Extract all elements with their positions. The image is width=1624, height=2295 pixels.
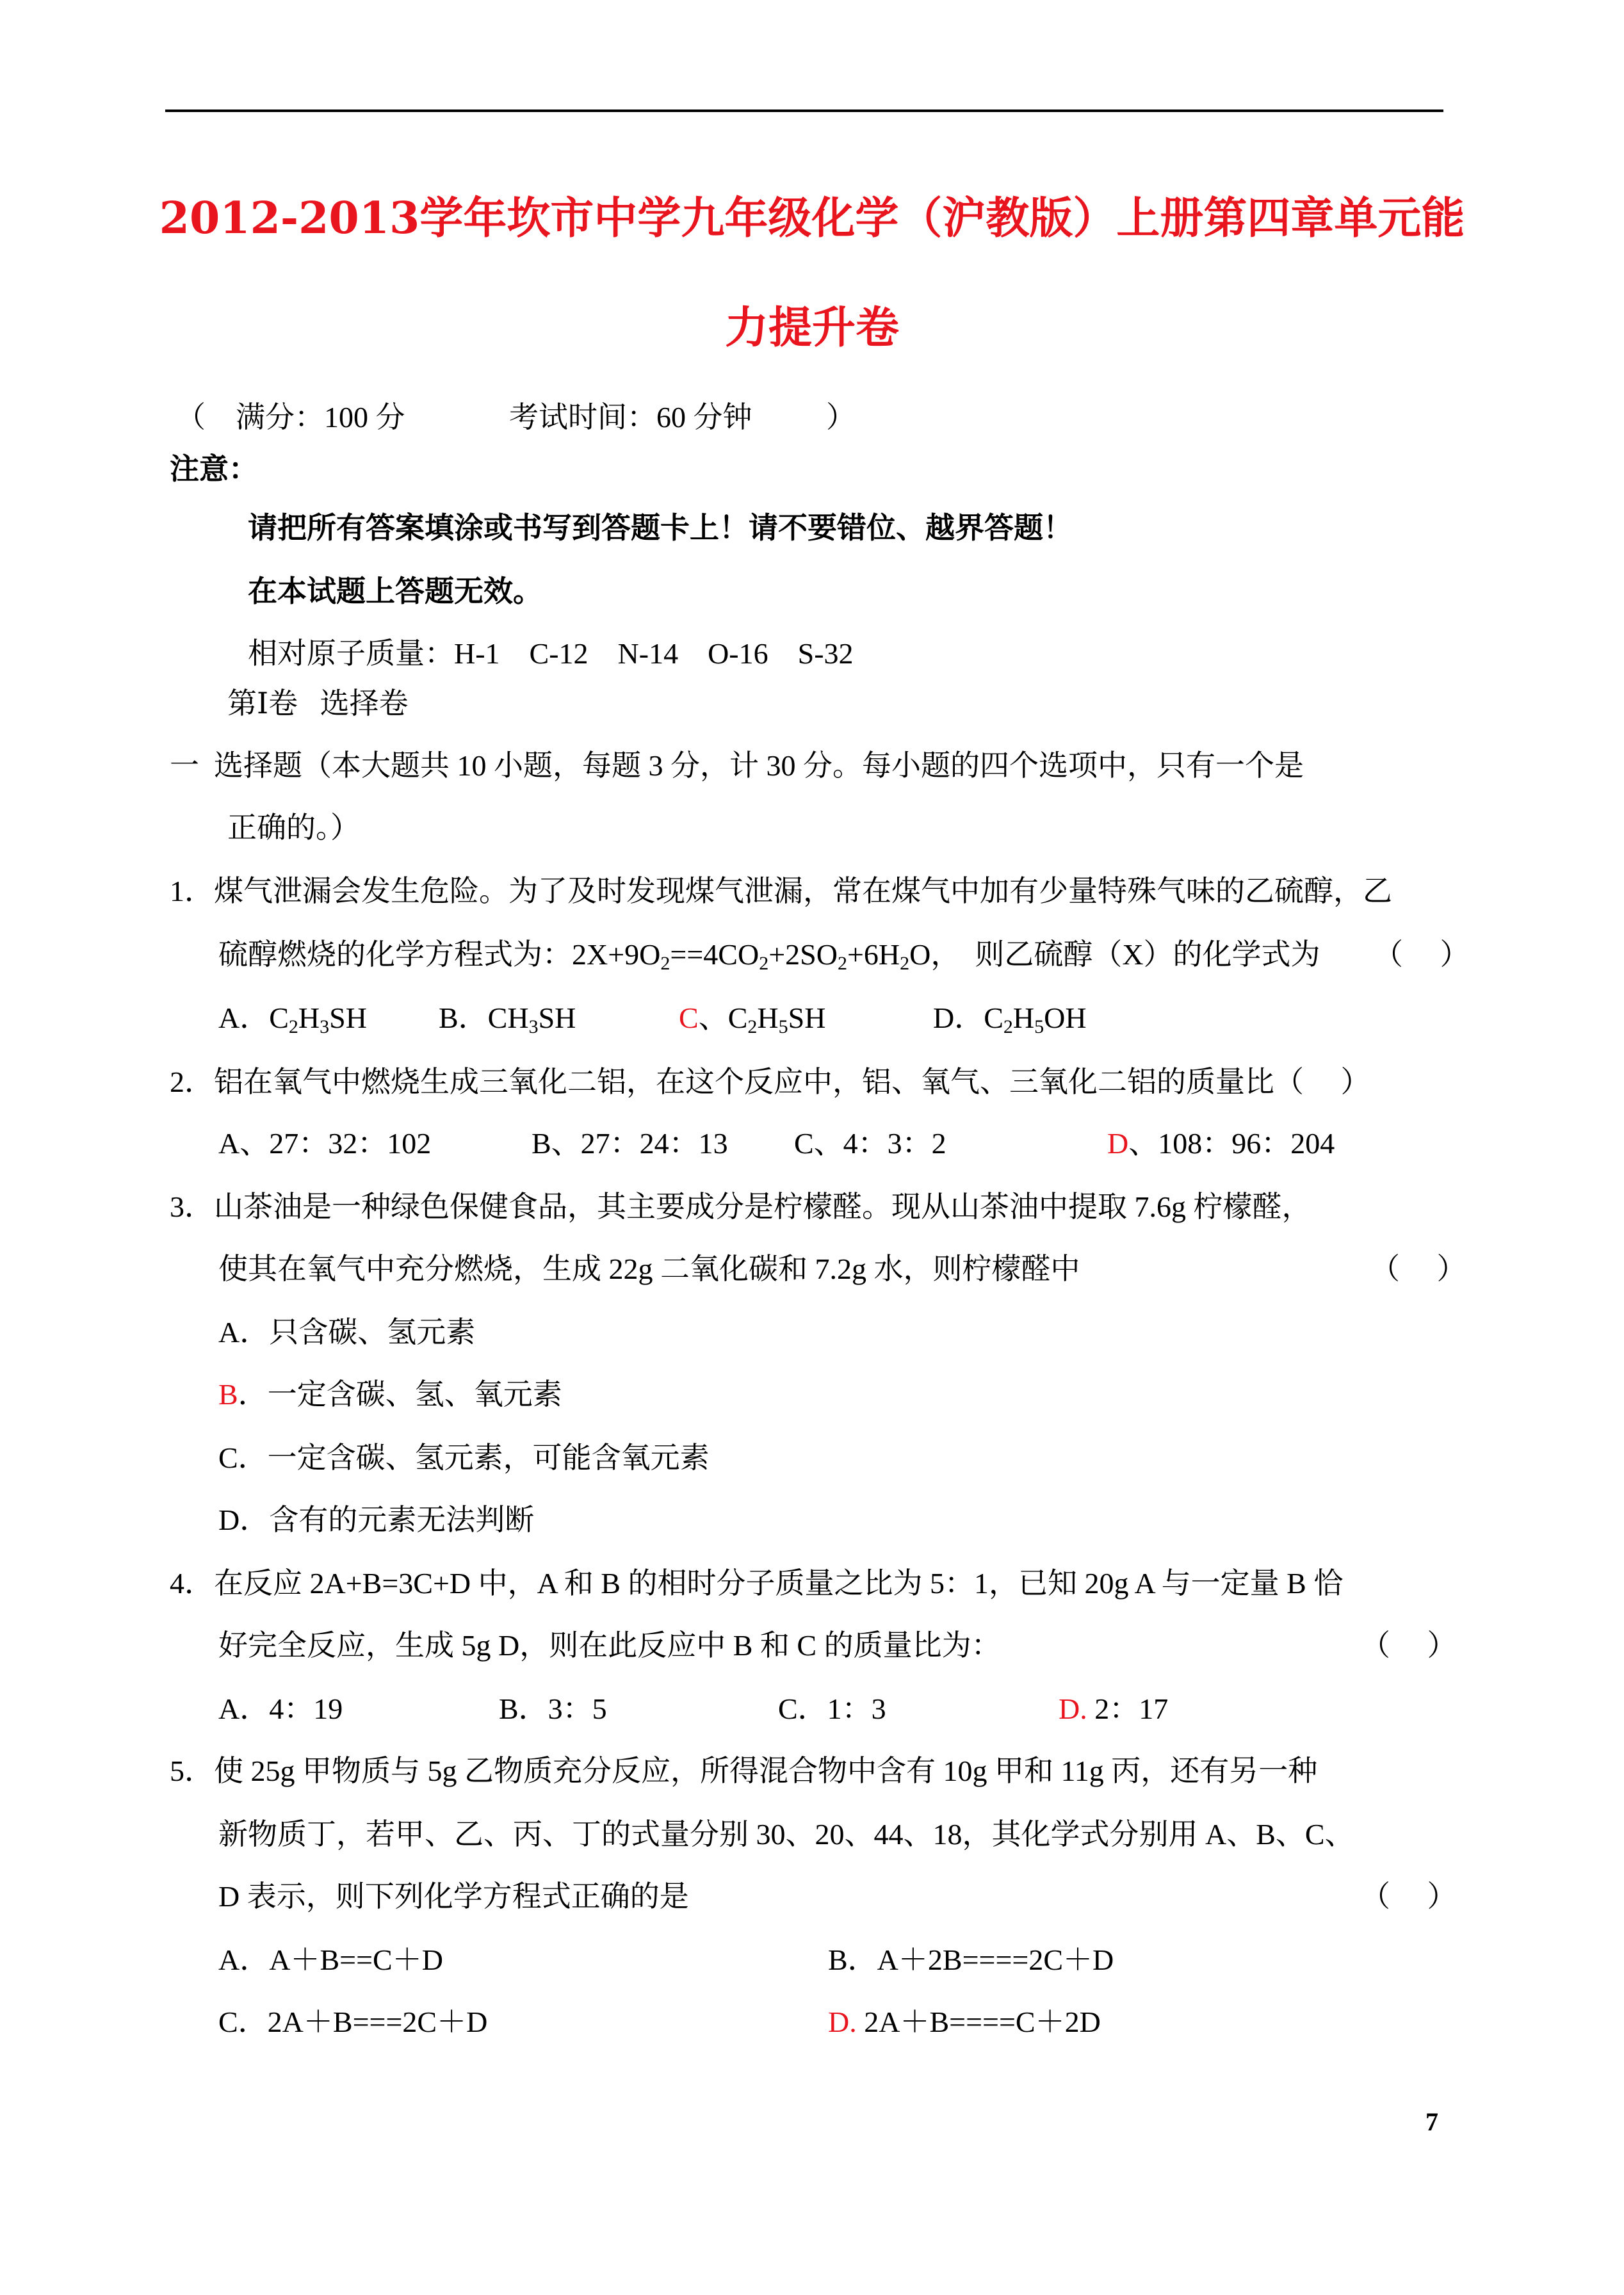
q4-option-d — [1059, 1691, 1168, 1727]
q2-option-a — [218, 1126, 431, 1162]
text-run: SH — [538, 1002, 576, 1034]
q1-option-d — [933, 1000, 1087, 1036]
subscript: 2 — [900, 953, 910, 974]
text-run: C、4：3：2 — [794, 1127, 946, 1160]
answer-marker: B — [218, 1378, 238, 1411]
text-run: C．1：3 — [778, 1692, 886, 1725]
subscript: 2 — [660, 953, 670, 974]
notice-label: 注意： — [170, 453, 258, 485]
subscript: 2 — [837, 953, 847, 974]
text-run: SH — [788, 1002, 826, 1034]
q3-stem — [170, 1189, 1311, 1225]
subscript: 3 — [320, 1016, 330, 1037]
q3-option-d — [218, 1502, 534, 1538]
text-run: A、27：32：102 — [218, 1127, 432, 1160]
text-run: +2SO — [768, 938, 838, 971]
text-run: C．2A＋B===2C＋D — [218, 2006, 488, 2038]
text-run: 2．铝在氧气中燃烧生成三氧化二铝，在这个反应中，铝、氧气、三氧化二铝的质量比（ ） — [170, 1066, 1370, 1098]
exam-time: 考试时间：60 分钟 — [509, 401, 752, 434]
info-close: ） — [826, 401, 856, 434]
q5-option-a — [218, 1942, 443, 1978]
q2-option-d — [1107, 1126, 1335, 1162]
q5-answer-paren: （ ） — [1361, 1880, 1457, 1913]
header-rule — [165, 109, 1443, 112]
subscript: 3 — [528, 1016, 539, 1037]
q5-stem — [170, 1753, 1317, 1789]
q1-stem — [170, 873, 1392, 909]
text-run: D．含有的元素无法判断 — [218, 1504, 535, 1536]
text-run: 使其在氧气中充分燃烧，生成 22g 二氧化碳和 7.2g 水，则柠檬醛中 — [218, 1253, 1080, 1285]
text-run: 3．山茶油是一种绿色保健食品，其主要成分是柠檬醛。现从山茶油中提取 7.6g 柠檬醛， — [170, 1190, 1311, 1223]
q3-option-b — [218, 1377, 562, 1413]
q1-option-b — [439, 1000, 576, 1036]
section-title: 第Ⅰ卷 选择卷 — [227, 687, 409, 720]
info-open: （ — [176, 401, 206, 434]
subscript: 2 — [759, 953, 769, 974]
text-run: B．CH — [439, 1002, 529, 1034]
text-run: C．一定含碳、氢元素，可能含氧元素 — [218, 1441, 710, 1474]
text-run: 好完全反应，生成 5g D，则在此反应中 B 和 C 的质量比为： — [218, 1629, 1001, 1662]
text-run: D．C — [933, 1002, 1003, 1034]
q5-option-d — [828, 2004, 1101, 2040]
q4-option-c — [778, 1691, 886, 1727]
q3-answer-paren: （ ） — [1370, 1253, 1466, 1285]
q3-option-a — [218, 1315, 475, 1350]
text-run: H — [1012, 1002, 1035, 1034]
text-run: H — [757, 1002, 779, 1034]
q5-stem-cont-2 — [218, 1879, 689, 1915]
answer-marker: D — [1107, 1127, 1129, 1160]
text-run: 1．煤气泄漏会发生危险。为了及时发现煤气泄漏，常在煤气中加有少量特殊气味的乙硫醇，乙 — [170, 875, 1392, 907]
text-run: 、C — [698, 1002, 748, 1034]
text-run: 新物质丁，若甲、乙、丙、丁的式量分别 30、20、44、18，其化学式分别用 A、B、C、 — [218, 1818, 1354, 1851]
subscript: 2 — [288, 1016, 298, 1037]
q2-stem — [170, 1064, 1370, 1100]
text-run: B、27：24：13 — [532, 1127, 728, 1160]
text-run: 5．使 25g 甲物质与 5g 乙物质充分反应，所得混合物中含有 10g 甲和 11g 丙，还有另一种 — [170, 1755, 1318, 1787]
q2-option-b — [532, 1126, 728, 1162]
text-run: H — [298, 1002, 320, 1034]
text-run: A．C — [218, 1002, 289, 1034]
answer-marker: C — [679, 1002, 699, 1034]
text-run: 4．在反应 2A+B=3C+D 中，A 和 B 的相时分子质量之比为 5：1，已知 20g A 与一定量 B 恰 — [170, 1567, 1344, 1600]
text-run: D 表示，则下列化学方程式正确的是 — [218, 1880, 689, 1913]
q4-answer-paren: （ ） — [1361, 1629, 1457, 1662]
q1-stem-cont — [218, 937, 1320, 973]
text-run: A．只含碳、氢元素 — [218, 1316, 476, 1349]
text-run: 、108：96：204 — [1128, 1127, 1335, 1160]
title-line-1: 2012-2013学年坎市中学九年级化学（沪教版）上册第四章单元能 — [159, 193, 1465, 244]
notice-line-1: 请把所有答案填涂或书写到答题卡上！请不要错位、越界答题！ — [248, 512, 1073, 544]
subscript: 2 — [1003, 1016, 1013, 1037]
section-heading-cont: 正确的。） — [227, 811, 360, 844]
text-run: A．4：19 — [218, 1692, 343, 1725]
answer-marker: D. — [1059, 1692, 1087, 1725]
section-heading: 一 选择题（本大题共 10 小题，每题 3 分，计 30 分。每小题的四个选项中，只有一个是 — [170, 749, 1304, 782]
text-run: 2A＋B====C＋2D — [856, 2006, 1101, 2038]
q1-option-c — [679, 1000, 825, 1036]
text-run: A．A＋B==C＋D — [218, 1943, 443, 1976]
text-run: ．一定含碳、氢、氧元素 — [238, 1378, 562, 1411]
text-run: O， 则乙硫醇（X）的化学式为 — [909, 938, 1320, 971]
notice-line-2: 在本试题上答题无效。 — [248, 575, 542, 608]
text-run: B．A＋2B====2C＋D — [828, 1943, 1114, 1976]
title-line-2: 力提升卷 — [724, 302, 899, 353]
text-run: ==4CO — [670, 938, 759, 971]
q3-option-c — [218, 1440, 710, 1476]
text-run: 硫醇燃烧的化学方程式为：2X+9O — [218, 938, 661, 971]
text-run: +6H — [847, 938, 900, 971]
subscript: 5 — [1034, 1016, 1044, 1037]
q1-answer-paren: （ ） — [1374, 938, 1470, 971]
q5-option-b — [828, 1942, 1114, 1978]
subscript: 2 — [747, 1016, 758, 1037]
text-run: 2：17 — [1087, 1692, 1169, 1725]
q4-stem — [170, 1566, 1343, 1602]
text-run: OH — [1044, 1002, 1087, 1034]
q2-option-c — [794, 1126, 946, 1162]
text-run: B．3：5 — [499, 1692, 607, 1725]
full-score: 满分：100 分 — [236, 401, 405, 434]
q3-stem-cont — [218, 1251, 1080, 1287]
subscript: 5 — [778, 1016, 788, 1037]
q4-option-a — [218, 1691, 343, 1727]
q4-option-b — [499, 1691, 607, 1727]
atomic-masses: 相对原子质量：H-1 C-12 N-14 O-16 S-32 — [248, 637, 854, 670]
text-run: SH — [329, 1002, 367, 1034]
answer-marker: D. — [828, 2006, 857, 2038]
q4-stem-cont — [218, 1628, 1001, 1664]
page-number: 7 — [1425, 2107, 1438, 2136]
q5-stem-cont — [218, 1817, 1354, 1853]
q5-option-c — [218, 2004, 487, 2040]
q1-option-a — [218, 1000, 367, 1036]
